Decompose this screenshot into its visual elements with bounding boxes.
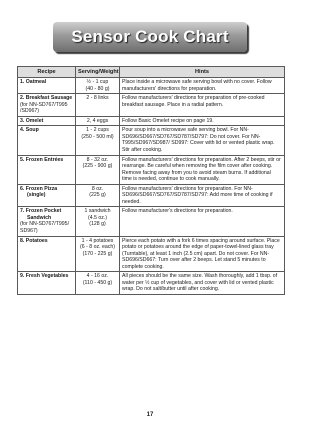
hints-cell: Follow Basic Omelet recipe on page 19. (120, 116, 285, 126)
table-header-row (18, 67, 285, 78)
serving-cell (76, 207, 120, 236)
hints-cell: Follow manufacturers' directions for preparation. For NN-SD696/SD667/SD767/SD787/SD797: Add more time of cooking if needed. (120, 184, 285, 207)
recipe-name: 2. Breakfast Sausage (20, 95, 73, 102)
recipe-cell (18, 184, 76, 207)
table-row (18, 272, 285, 295)
hints-cell: Follow manufacturers' directions for preparation. After 2 beeps, stir or rearrange. Be careful when removing the film cover after cooking. Remove facing away from you to avoid steam burns. If additional time is needed, continue to cook manually. (120, 155, 285, 184)
serving-line: (225 - 900 g) (82, 163, 113, 170)
title-banner (0, 22, 300, 52)
hints-cell: Follow manufacturers' directions for preparation of pre-cooked breakfast sausage. Place in a radial pattern. (120, 94, 285, 117)
serving-line: (170 - 225 g) (82, 250, 113, 257)
serving-cell (76, 236, 120, 272)
recipe-name: 8. Potatoes (20, 237, 48, 244)
table-row (18, 184, 285, 207)
table-row (18, 207, 285, 236)
recipe-name: 4. Soup (20, 127, 39, 134)
table-row (18, 155, 285, 184)
hints-cell: Pour soup into a microwave safe serving bowl. For NN-SD696/SD667/SD767/SD787/SD797: Do not cover. For NN-T995/SD967/SD987/ SD997: Cover with lid or vented plastic wrap. Stir after cooking. (120, 126, 285, 155)
serving-line: (128 g) (89, 221, 106, 228)
recipe-name-cont: Sandwich (27, 214, 52, 221)
header-hints: Hints (120, 67, 285, 78)
recipe-cell (18, 116, 76, 126)
serving-line: 8 - 32 oz. (86, 156, 109, 163)
recipe-name-cont: (single) (27, 192, 46, 199)
header-recipe: Recipe (18, 67, 76, 78)
model-note: (for NN-SD767/T995 /SD967) (20, 101, 68, 115)
table-row (18, 94, 285, 117)
hints-cell: Pierce each potato with a fork 6 times spacing around surface. Place potato or potatoes around the edge of paper-towel-lined glass tray (Turntable), at least 1 inch (2.5 cm) apart. Do not cover. For NN-SD696/SD667: Turn over after 2 beeps. Let stand 5 minutes to complete cooking. (120, 236, 285, 272)
hints-cell: Place inside a microwave safe serving bowl with no cover. Follow manufacturers' directions for preparation. (120, 78, 285, 94)
serving-line: 1 - 4 potatoes (81, 237, 114, 244)
serving-cell (76, 184, 120, 207)
recipe-cell (18, 94, 76, 117)
title-box (53, 22, 247, 52)
recipe-cell (18, 78, 76, 94)
page-title: Sensor Cook Chart (71, 27, 229, 46)
page-number: 17 (146, 412, 154, 418)
recipe-name: 6. Frozen Pizza (20, 185, 58, 192)
hints-cell: Follow manufacturer's directions for preparation. (120, 207, 285, 236)
serving-line: ½ - 1 cup (86, 79, 109, 86)
hints-cell: All pieces should be the same size. Wash thoroughly, add 1 tbsp. of water per ½ cup of vegetables, and cover with lid or vented plastic wrap. Do not salt/butter until after cooking. (120, 272, 285, 295)
recipe-cell (18, 272, 76, 295)
serving-cell (76, 78, 120, 94)
model-note: (for NN-SD767/T995/ SD967) (20, 221, 70, 234)
recipe-name: 7. Frozen Pocket (20, 208, 62, 215)
serving-line: (225 g) (89, 192, 106, 199)
serving-line: (4.5 oz.) (87, 214, 108, 221)
serving-line: 2, 4 eggs (86, 117, 109, 124)
recipe-name: 1. Oatmeal (20, 79, 47, 86)
serving-line: 2 - 8 links (86, 95, 109, 102)
serving-cell (76, 94, 120, 117)
serving-line: (110 - 450 g) (82, 279, 113, 286)
serving-line: (250 - 500 ml) (81, 133, 114, 140)
table-row (18, 78, 285, 94)
recipe-name: 3. Omelet (20, 117, 44, 124)
serving-line: 1 sandwich (84, 208, 111, 215)
recipe-cell (18, 155, 76, 184)
recipe-name: 9. Fresh Vegetables (20, 273, 69, 280)
serving-line: 1 - 2 cups (86, 127, 109, 134)
recipe-name: 5. Frozen Entrées (20, 156, 64, 163)
table-row (18, 116, 285, 126)
header-serving: Serving/Weight (76, 67, 120, 78)
serving-cell (76, 116, 120, 126)
recipe-cell (18, 207, 76, 236)
recipe-cell (18, 126, 76, 155)
serving-cell (76, 272, 120, 295)
table-row (18, 236, 285, 272)
serving-line: (6 - 8 oz. each) (80, 244, 115, 251)
serving-line: (40 - 80 g) (85, 85, 110, 92)
serving-cell (76, 155, 120, 184)
table-row (18, 126, 285, 155)
serving-line: 8 oz. (91, 185, 104, 192)
sensor-cook-table (17, 66, 285, 295)
serving-cell (76, 126, 120, 155)
serving-line: 4 - 16 oz. (86, 273, 109, 280)
recipe-cell (18, 236, 76, 272)
